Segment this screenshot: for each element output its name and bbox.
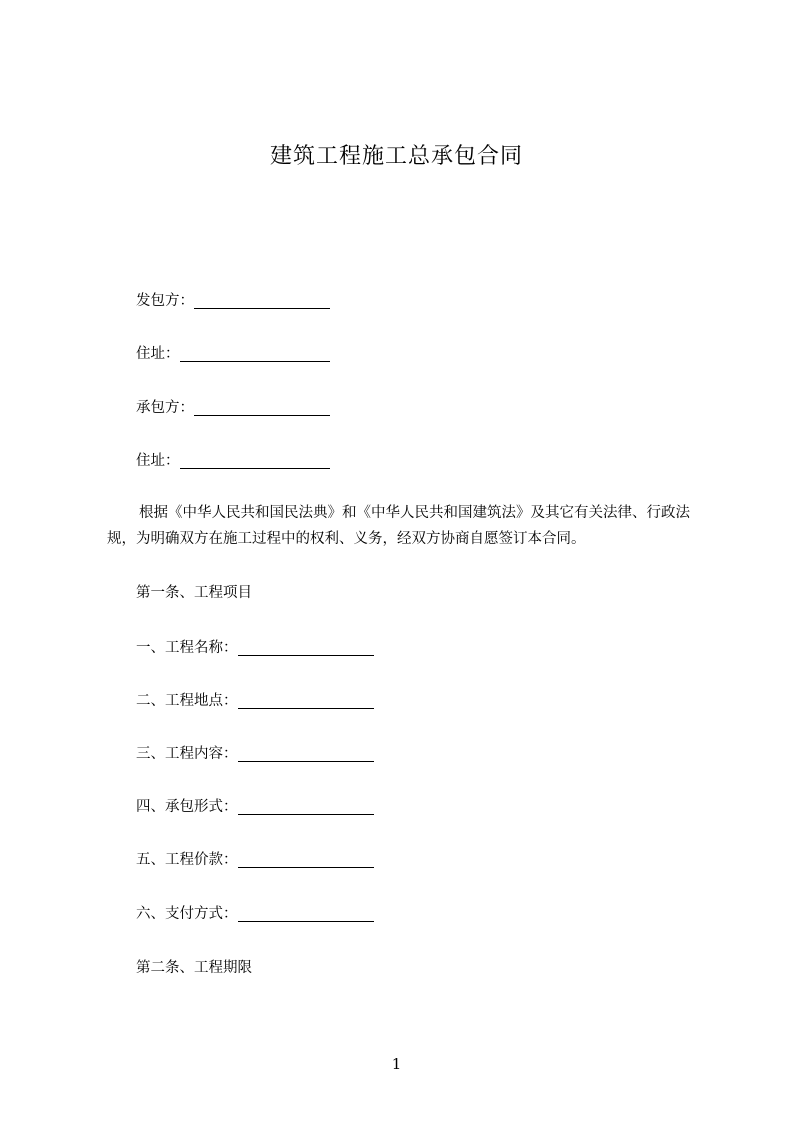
party-b-address-label: 住址： [136, 453, 180, 469]
item-blank [238, 906, 374, 922]
article1-item-contract-form [136, 797, 374, 817]
intro-paragraph [107, 500, 697, 552]
party-a-address-label: 住址： [136, 346, 180, 362]
intro-paragraph-text: 根据《中华人民共和国民法典》和《中华人民共和国建筑法》及其它有关法律、行政法规，为明确双方在施工过程中的权利、义务，经双方协商自愿签订本合同。 [107, 505, 690, 547]
article1-heading: 第一条、工程项目 [136, 585, 252, 601]
item-label: 四、承包形式： [136, 799, 238, 815]
item-label: 六、支付方式： [136, 906, 238, 922]
party-a-line [136, 291, 330, 311]
article1-item-name [136, 638, 374, 658]
article1-item-location [136, 691, 374, 711]
item-blank [238, 746, 374, 762]
item-label: 三、工程内容： [136, 746, 238, 762]
item-blank [238, 799, 374, 815]
document-title: 建筑工程施工总承包合同 [269, 144, 523, 169]
item-label: 一、工程名称： [136, 640, 238, 656]
item-blank [238, 640, 374, 656]
item-label: 二、工程地点： [136, 693, 238, 709]
item-blank [238, 852, 374, 868]
party-a-blank [194, 293, 330, 309]
article1-item-payment [136, 904, 374, 924]
party-b-label: 承包方： [136, 400, 194, 416]
party-a-address-blank [180, 346, 330, 362]
party-a-address-line [136, 344, 330, 364]
item-label: 五、工程价款： [136, 852, 238, 868]
party-b-address-blank [180, 453, 330, 469]
article2-heading: 第二条、工程期限 [136, 960, 252, 976]
page-number: 1 [391, 1055, 402, 1073]
party-b-blank [194, 400, 330, 416]
party-b-address-line [136, 451, 330, 471]
article1-item-content [136, 744, 374, 764]
party-b-line [136, 398, 330, 418]
item-blank [238, 693, 374, 709]
party-a-label: 发包方： [136, 293, 194, 309]
article1-item-price [136, 850, 374, 870]
